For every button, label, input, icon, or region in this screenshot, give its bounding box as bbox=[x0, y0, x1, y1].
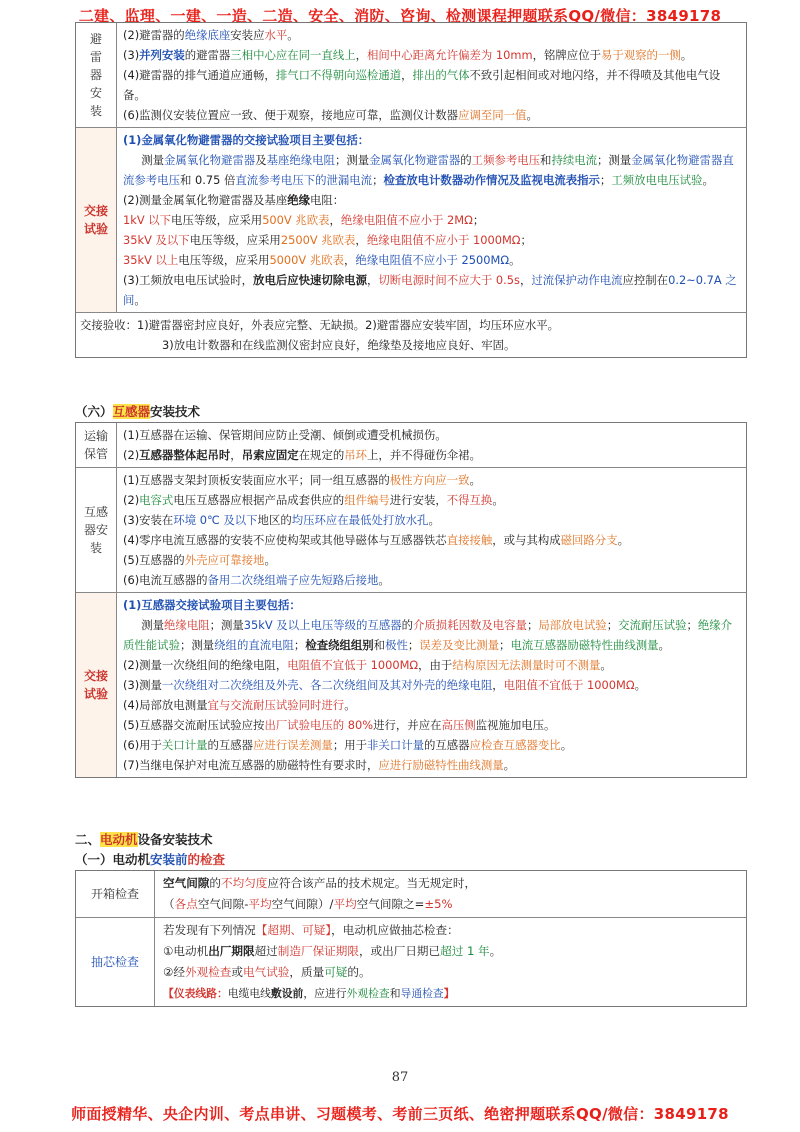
arrester-test-item-2-line-1: 1kV 以下电压等级，应采用500V 兆欧表，绝缘电阻值不应小于 2MΩ； bbox=[123, 213, 485, 227]
arrester-install-item-4: (4)避雷器的排气通道应通畅，排气口不得朝向巡检通道，排出的气体不致引起相间或对地闪络，并不得喷及其他电气设备。 bbox=[123, 68, 721, 102]
transformer-install-label: 互感器安装 bbox=[76, 468, 117, 592]
motor-subsection-title: （一）电动机安装前的检查 bbox=[75, 852, 226, 867]
arrester-install-item-3: (3)并列安装的避雷器三相中心应在同一直线上，相间中心距离允许偏差为 10mm，铭牌应位于易于观察的一侧。 bbox=[123, 48, 693, 62]
arrester-acceptance-line-2: 3)放电计数器和在线监测仪密封应良好，绝缘垫及接地应良好、牢固。 bbox=[162, 338, 516, 352]
arrester-test-item-1-head: (1)金属氧化物避雷器的交接试验项目主要包括： bbox=[123, 133, 370, 147]
arrester-test-item-2-line-3: 35kV 以上电压等级，应采用5000V 兆欧表，绝缘电阻值不应小于 2500MΩ。 bbox=[123, 253, 521, 267]
transformer-test-item-2: (2)测量一次绕组间的绝缘电阻，电阻值不宜低于 1000MΩ，由于结构原因无法测量时可不测量。 bbox=[123, 658, 612, 672]
arrester-install-item-2: (2)避雷器的绝缘底座安装应水平。 bbox=[123, 28, 299, 42]
transformer-install-item-2: (2)电容式电压互感器应根据产品成套供应的组件编号进行安装，不得互换。 bbox=[123, 493, 504, 507]
motor-unbox-row bbox=[76, 871, 746, 917]
motor-core-label: 抽芯检查 bbox=[76, 918, 155, 1006]
arrester-test-label: 交接试验 bbox=[76, 128, 117, 312]
transformer-test-item-3: (3)测量一次绕组对二次绕组及外壳、各二次绕组间及其对外壳的绝缘电阻，电阻值不宜低于 1000MΩ。 bbox=[123, 678, 646, 692]
transformer-test-label: 交接试验 bbox=[76, 593, 117, 777]
transformer-transport-item-1: (1)互感器在运输、保管期间应防止受潮、倾倒或遭受机械损伤。 bbox=[123, 428, 447, 442]
transformer-transport-label: 运输保管 bbox=[76, 423, 117, 467]
top-banner: 二建、监理、一建、一造、二造、安全、消防、咨询、检测课程押题联系QQ/微信：3849178 bbox=[78, 7, 722, 25]
arrester-install-item-6: (6)监测仪安装位置应一致、便于观察，接地应可靠，监测仪计数器应调至同一值。 bbox=[123, 108, 538, 122]
transformer-test-item-4: (4)局部放电测量宜与交流耐压试验同时进行。 bbox=[123, 698, 356, 712]
arrester-install-label: 避雷器安装 bbox=[76, 23, 117, 127]
transformer-install-item-6: (6)电流互感器的备用二次绕组端子应先短路后接地。 bbox=[123, 573, 390, 587]
transformer-test-row bbox=[76, 592, 746, 777]
transformer-section-title: （六）互感器安装技术 bbox=[75, 404, 201, 419]
arrester-install-row bbox=[76, 23, 746, 127]
motor-core-line-3: ②经外观检查或电气试验，质量可疑的。 bbox=[163, 965, 371, 979]
transformer-test-item-1-body: 测量绝缘电阻；测量35kV 及以上电压等级的互感器的介质损耗因数及电容量；局部放电试验；交流耐压试验；绝缘介质性能试验；测量绕组的直流电阻；检查绕组组别和极性；误差及变比测量；电流互感器励磁特性曲线测量。 bbox=[123, 618, 733, 652]
arrester-acceptance-row bbox=[76, 312, 746, 357]
transformer-test-item-5: (5)互感器交流耐压试验应按出厂试验电压的 80%进行，并应在高压侧监视施加电压。 bbox=[123, 718, 556, 732]
motor-section-title: 二、电动机设备安装技术 bbox=[75, 832, 213, 847]
arrester-test-row bbox=[76, 127, 746, 312]
arrester-acceptance-line-1: 交接验收：1)避雷器密封应良好，外表应完整、无缺损。2)避雷器应安装牢固，均压环应水平。 bbox=[80, 318, 560, 332]
arrester-test-item-2-line-2: 35kV 及以下电压等级，应采用2500V 兆欧表，绝缘电阻值不应小于 1000MΩ； bbox=[123, 233, 532, 247]
motor-table bbox=[75, 870, 747, 1007]
transformer-transport-row bbox=[76, 423, 746, 467]
transformer-install-row bbox=[76, 467, 746, 592]
transformer-table bbox=[75, 422, 747, 778]
page-number: 87 bbox=[391, 1070, 409, 1085]
motor-core-row bbox=[76, 917, 746, 1006]
motor-core-line-1: 若发现有下列情况【超期、可疑】，电动机应做抽芯检查： bbox=[163, 923, 459, 937]
arrester-test-item-3: (3)工频放电电压试验时，放电后应快速切除电源，切断电源时间不应大于 0.5s，过流保护动作电流应控制在0.2~0.7A 之间。 bbox=[123, 273, 737, 307]
motor-core-line-4: 【仪表线路：电缆电线敷设前，应进行外观检查和导通检查】 bbox=[163, 987, 455, 1000]
transformer-install-item-5: (5)互感器的外壳应可靠接地。 bbox=[123, 553, 276, 567]
arrester-test-item-2-head: (2)测量金属氧化物避雷器及基座绝缘电阻： bbox=[123, 193, 345, 207]
arrester-table bbox=[75, 22, 747, 358]
motor-unbox-line-1: 空气间隙的不均匀度应符合该产品的技术规定。当无规定时， bbox=[163, 876, 477, 890]
motor-unbox-line-2: （各点空气间隙-平均空气间隙）/平均空气间隙之=±5% bbox=[163, 897, 453, 911]
transformer-transport-item-2: (2)互感器整体起吊时，吊索应固定在规定的吊环上，并不得碰伤伞裙。 bbox=[123, 448, 481, 462]
bottom-banner: 师面授精华、央企内训、考点串讲、习题模考、考前三页纸、绝密押题联系QQ/微信：3849178 bbox=[71, 1105, 729, 1123]
transformer-test-item-7: (7)当继电保护对电流互感器的励磁特性有要求时，应进行励磁特性曲线测量。 bbox=[123, 758, 516, 772]
transformer-test-item-1-head: (1)互感器交接试验项目主要包括： bbox=[123, 598, 301, 612]
arrester-test-item-1-body: 测量金属氧化物避雷器及基座绝缘电阻；测量金属氧化物避雷器的工频参考电压和持续电流；测量金属氧化物避雷器直流参考电压和 0.75 倍直流参考电压下的泄漏电流；检查放电计数器动作情况及监视电流表指示；工频放电电压试验。 bbox=[123, 153, 734, 187]
transformer-test-item-6: (6)用于关口计量的互感器应进行误差测量；用于非关口计量的互感器应检查互感器变比。 bbox=[123, 738, 573, 752]
transformer-install-item-3: (3)安装在环境 0℃ 及以下地区的均压环应在最低处打放水孔。 bbox=[123, 513, 440, 527]
transformer-install-item-4: (4)零序电流互感器的安装不应使构架或其他导磁体与互感器铁芯直接接触，或与其构成磁回路分支。 bbox=[123, 533, 629, 547]
motor-unbox-label: 开箱检查 bbox=[76, 871, 155, 917]
motor-core-line-2: ①电动机出厂期限超过制造厂保证期限，或出厂日期已超过 1 年。 bbox=[163, 944, 502, 958]
transformer-install-item-1: (1)互感器支架封顶板安装面应水平；同一组互感器的极性方向应一致。 bbox=[123, 473, 481, 487]
